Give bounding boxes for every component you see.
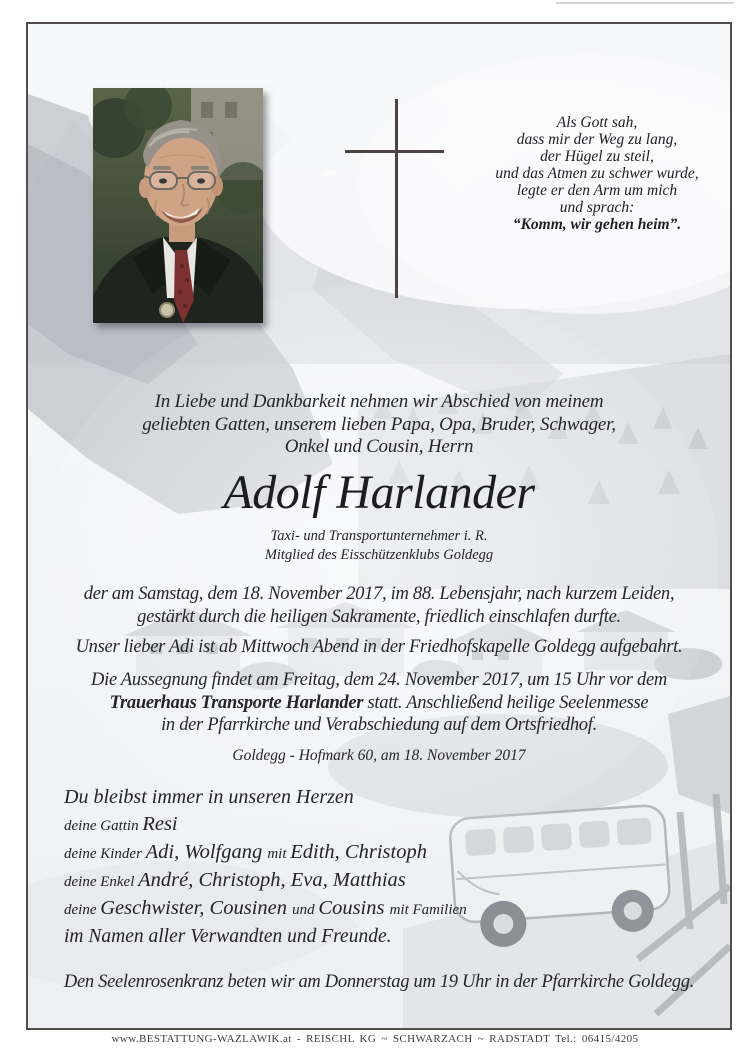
family-suffix: mit Familien (389, 902, 467, 918)
funeral-notice (26, 669, 732, 737)
family-names: Cousins (318, 897, 390, 919)
deceased-name (26, 462, 732, 524)
announcement-text (26, 391, 732, 459)
family-line (64, 895, 684, 923)
family-names: Resi (142, 813, 178, 835)
deceased-membership: Mitglied des Eisschützenklubs Goldegg (264, 546, 494, 563)
family-names: Adi, Wolfgang (145, 841, 268, 863)
scan-artifact-line (556, 2, 734, 4)
memorial-cross-icon-bar (345, 150, 444, 153)
funeral-home-name: Trauerhaus Transporte Harlander (109, 692, 364, 713)
rosary-text: Den Seelenrosenkranz beten wir am Donnerstag um 19 Uhr in der Pfarrkirche Goldegg. (63, 972, 695, 992)
family-line (64, 839, 684, 867)
family-names: Geschwister, Cousinen (100, 897, 293, 919)
family-relation: deine Kinder (64, 846, 146, 862)
announcement-line: In Liebe und Dankbarkeit nehmen wir Abschied von meinem (154, 391, 604, 412)
footer-text: www.BESTATTUNG-WAZLAWIK.at - REISCHL KG ~ SCHWARZACH ~ RADSTADT Tel.: 06415/4205 (111, 1033, 639, 1045)
announcement-line: Onkel und Cousin, Herrn (284, 436, 474, 457)
funeral-line-rest: statt. Anschließend heilige Seelenmesse (363, 692, 649, 713)
family-relation: deine (64, 902, 101, 918)
poem-line: der Hügel zu steil, (540, 148, 654, 165)
memorial-cross-icon (395, 99, 398, 298)
funeral-line: in der Pfarrkirche und Verabschiedung auf dem Ortsfriedhof. (161, 715, 597, 735)
portrait-photo (93, 88, 263, 323)
family-connector: und (292, 902, 319, 918)
rosary-notice (26, 971, 732, 993)
laying-out-line: Unser lieber Adi ist ab Mittwoch Abend in der Friedhofskapelle Goldegg aufgebahrt. (75, 637, 683, 657)
farewell-section (64, 784, 684, 951)
deceased-name-text: Adolf Harlander (223, 466, 535, 519)
place-date-text: Goldegg - Hofmark 60, am 18. November 2017 (232, 747, 526, 764)
poem-line: Als Gott sah, (556, 114, 638, 131)
death-notice (26, 583, 732, 628)
deceased-profession: Taxi- und Transportunternehmer i. R. (270, 528, 488, 544)
deceased-titles (26, 527, 732, 564)
announcement-line: geliebten Gatten, unserem lieben Papa, Opa, Bruder, Schwager, (142, 413, 616, 435)
poem-line: und das Atmen zu schwer wurde, (495, 165, 699, 182)
family-names: Edith, Christoph (290, 841, 427, 863)
family-line (64, 867, 684, 895)
funeral-line: Die Aussegnung findet am Freitag, dem 24. November 2017, um 15 Uhr vor dem (91, 670, 667, 690)
death-notice-line: der am Samstag, dem 18. November 2017, im 88. Lebensjahr, nach kurzem Leiden, (83, 584, 675, 604)
family-connector: mit (267, 846, 291, 862)
laying-out-notice (26, 636, 732, 659)
farewell-closing: im Namen aller Verwandten und Freunde. (64, 926, 392, 947)
memorial-poem (472, 114, 722, 233)
death-notice-line: gestärkt durch die heiligen Sakramente, friedlich einschlafen durfte. (137, 606, 621, 627)
farewell-heading: Du bleibst immer in unseren Herzen (64, 786, 354, 808)
funeral-line (26, 692, 732, 715)
family-names: André, Christoph, Eva, Matthias (138, 869, 406, 891)
poem-emphasis-line: “Komm, wir gehen heim”. (512, 216, 682, 233)
place-date-line (26, 746, 732, 765)
poem-line: und sprach: (559, 199, 635, 216)
funeral-home-footer (0, 1033, 750, 1045)
family-line (64, 811, 684, 839)
poem-line: dass mir der Weg zu lang, (516, 131, 678, 148)
poem-line: legte er den Arm um mich (516, 182, 678, 199)
family-relation: deine Gattin (64, 818, 143, 834)
family-relation: deine Enkel (64, 874, 139, 890)
